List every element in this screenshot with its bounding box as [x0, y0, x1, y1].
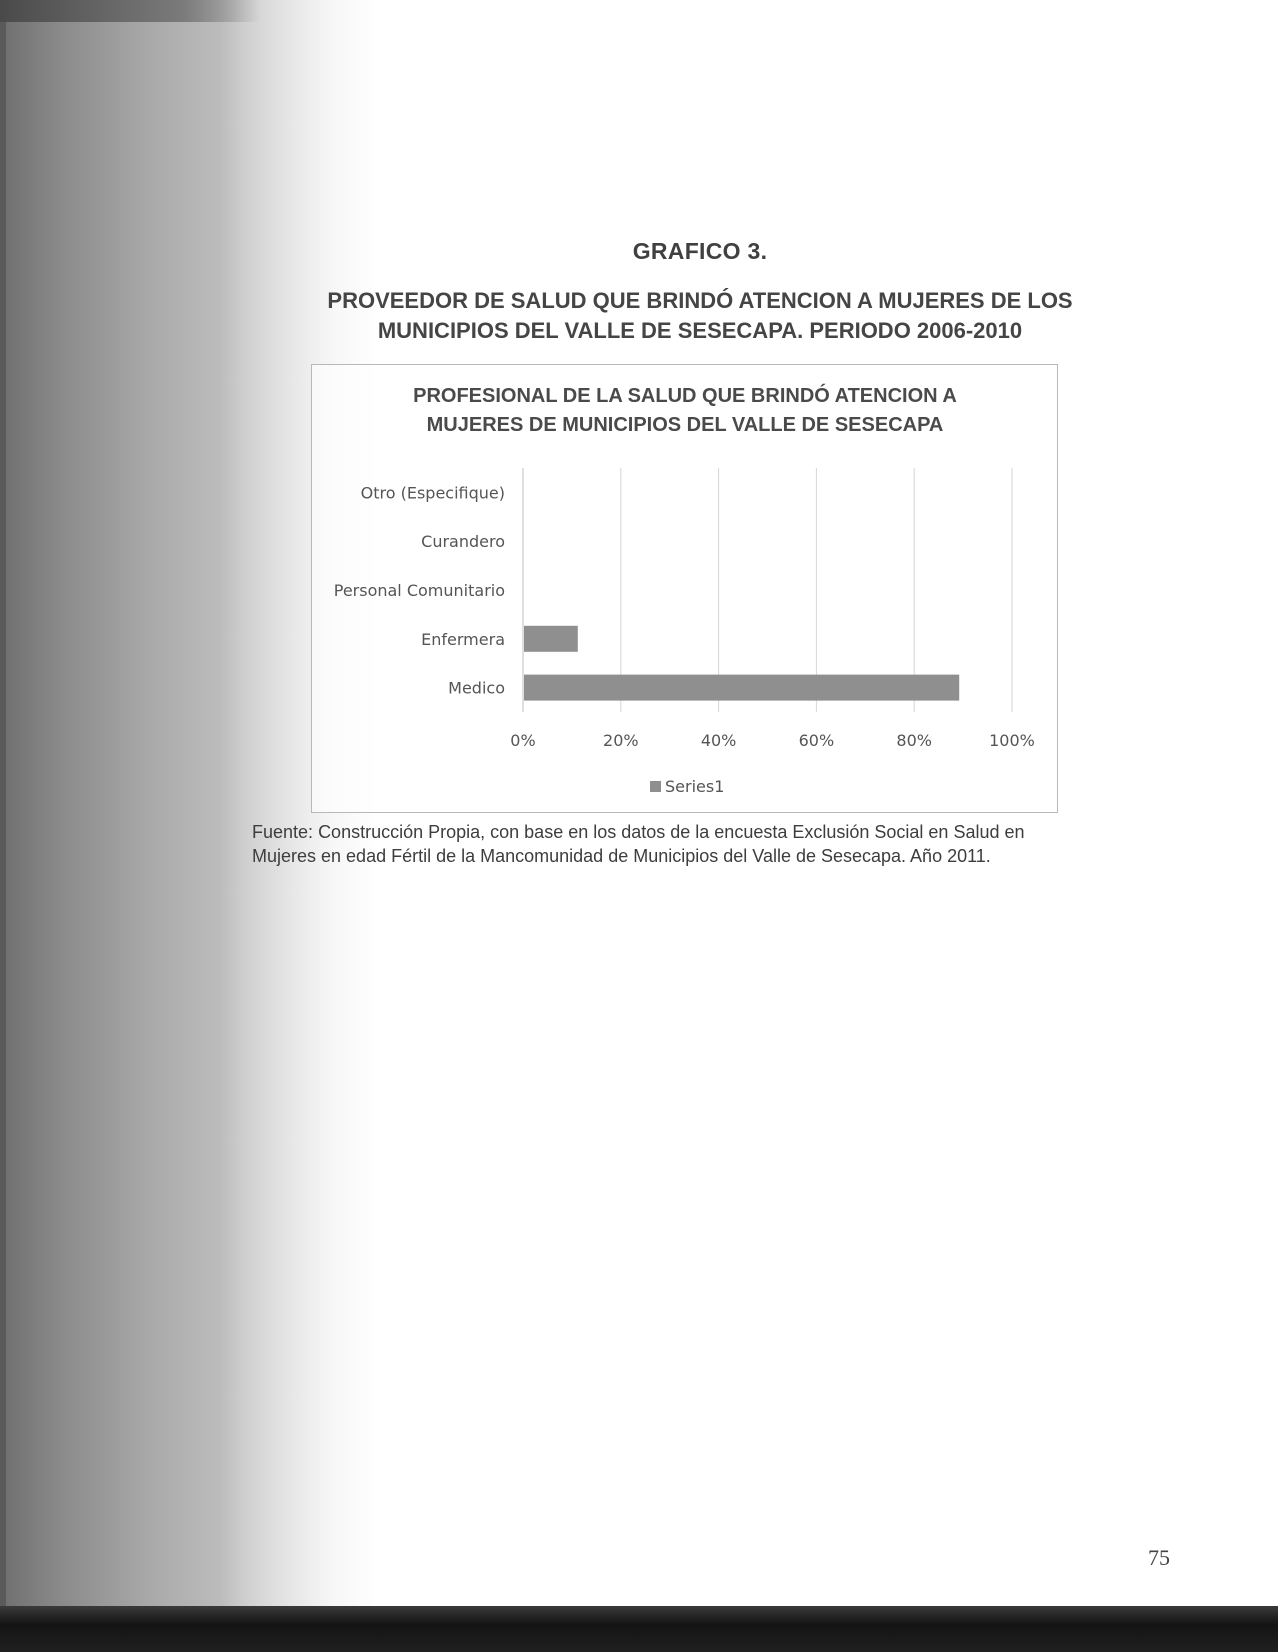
page-number-text: 75 — [1148, 1545, 1170, 1570]
x-tick-label: 60% — [798, 731, 835, 750]
x-tick-label: 80% — [896, 731, 932, 750]
chart-title-line-2: MUJERES DE MUNICIPIOS DEL VALLE DE SESECAPA — [426, 414, 944, 436]
legend-swatch — [650, 781, 661, 792]
source-note-line-1 — [252, 820, 1152, 844]
page-subtitle-line-2: MUNICIPIOS DEL VALLE DE SESECAPA. PERIODO 2006-2010 — [377, 318, 1023, 343]
y-category-label: Curandero — [421, 532, 505, 552]
y-category-label: Otro (Especifique) — [360, 483, 505, 503]
y-category-label: Enfermera — [421, 629, 505, 649]
x-tick-label: 100% — [989, 731, 1035, 750]
y-category-label: Personal Comunitario — [333, 581, 505, 600]
source-note — [252, 820, 1152, 868]
chart-title-line-1: PROFESIONAL DE LA SALUD QUE BRINDÓ ATENCION A — [413, 385, 957, 407]
page-subtitle-line-1: PROVEEDOR DE SALUD QUE BRINDÓ ATENCION A MUJERES DE LOS — [327, 288, 1073, 313]
page-number — [1148, 1545, 1170, 1571]
source-note-line-2: Mujeres en edad Fértil de la Mancomunidad de Municipios del Valle de Sesecapa. Año 2011. — [252, 846, 991, 866]
x-tick-label: 40% — [700, 731, 737, 750]
page-title-text: GRAFICO 3. — [632, 238, 768, 264]
bar — [524, 626, 578, 652]
legend-label: Series1 — [665, 777, 725, 796]
source-text-1: Construcción Propia, con base en los datos de la encuesta Exclusión Social en Salud en — [318, 822, 1025, 842]
source-label: Fuente: — [252, 822, 314, 842]
x-tick-label: 0% — [510, 731, 536, 750]
x-tick-label: 20% — [603, 731, 639, 750]
bar — [524, 675, 959, 701]
y-category-label: Medico — [448, 678, 505, 698]
